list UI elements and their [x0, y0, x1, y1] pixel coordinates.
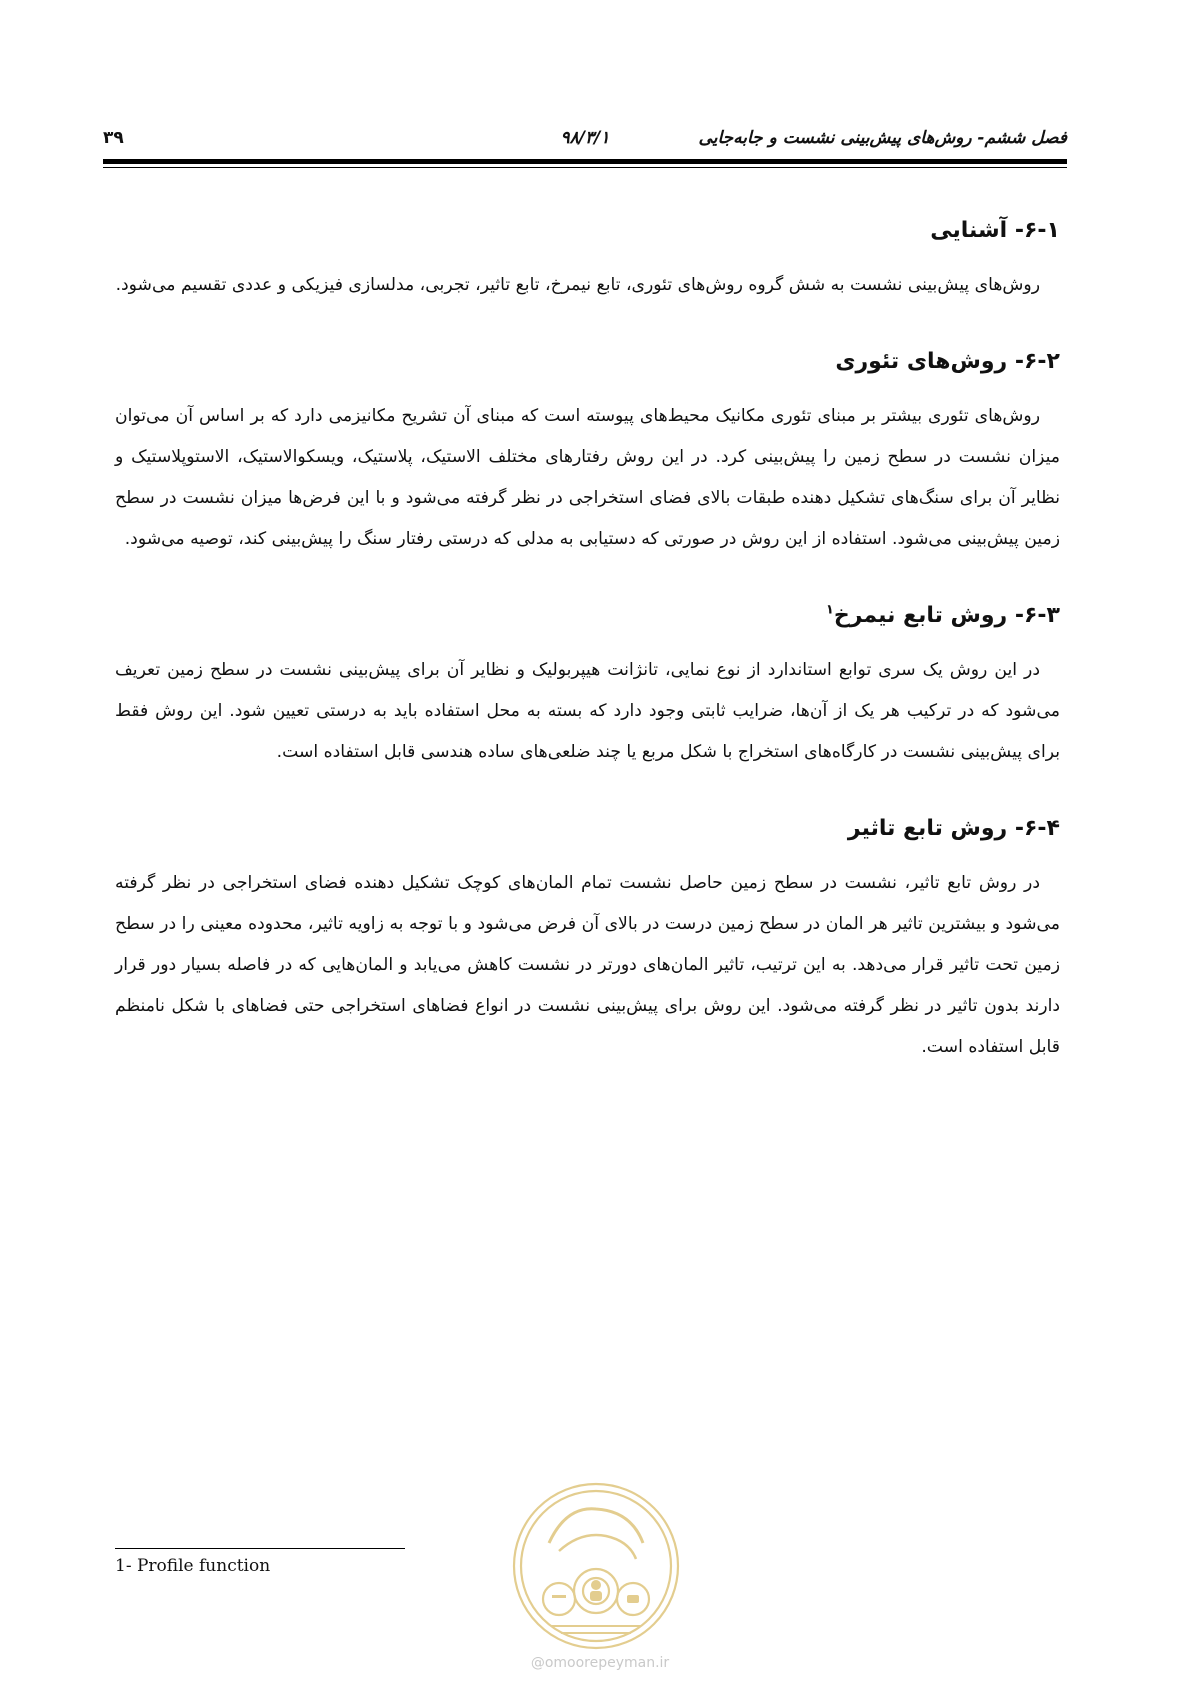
header-date: ۹۸/۳/۱: [560, 128, 610, 148]
page-header: [103, 128, 1067, 154]
section-heading-text: ۶-۳- روش تابع نیمرخ: [833, 603, 1060, 628]
chapter-title: فصل ششم- روش‌های پیش‌بینی نشست و جابه‌جایی: [698, 128, 1067, 148]
watermark-url: @omoorepeyman.ir: [530, 1655, 670, 1671]
footnote-text: 1- Profile function: [115, 1556, 271, 1576]
section-heading: ۶-۲- روش‌های تئوری: [835, 349, 1060, 374]
header-rule-thin: [103, 167, 1067, 168]
section-paragraph: روش‌های تئوری بیشتر بر مبنای تئوری مکانیک محیط‌های پیوسته است که مبنای آن تشریح مکانیزمی دارد که بر اساس آن می‌توان میزان نشست در سطح زمین را پیش‌بینی کرد. در این روش رفتارهای مختلف الاستیک، پلاستیک، ویسکوالاستیک، الاستوپلاستیک و نظایر آن برای سنگ‌های تشکیل دهنده طبقات بالای فضای استخراجی در نظر گرفته می‌شود و با این فرض‌ها میزان نشست در سطح زمین پیش‌بینی می‌شود. استفاده از این روش در صورتی که دستیابی به مدلی که درستی رفتار سنگ را پیش‌بینی کند، توصیه می‌شود.: [115, 406, 1060, 549]
section-paragraph: روش‌های پیش‌بینی نشست به شش گروه روش‌های تئوری، تابع نیمرخ، تابع تاثیر، تجربی، مدلسازی فیزیکی و عددی تقسیم می‌شود.: [115, 275, 1040, 295]
section-heading-with-footnote: [115, 590, 1060, 642]
section-heading: ۶-۴- روش تابع تاثیر: [847, 816, 1060, 841]
footnote-rule: [115, 1548, 405, 1549]
section-paragraph: در این روش یک سری توابع استاندارد از نوع نمایی، تانژانت هیپربولیک و نظایر آن برای پیش‌بینی نشست در سطح زمین تعریف می‌شود که در ترکیب هر یک از آن‌ها، ضرایب ثابتی وجود دارد که بسته به محل استفاده باید به درستی تعیین شود. این روش فقط برای پیش‌بینی نشست در کارگاه‌های استخراج با شکل مربع یا چند ضلعی‌های ساده هندسی قابل استفاده است.: [115, 660, 1060, 762]
section-paragraph: در روش تابع تاثیر، نشست در سطح زمین حاصل نشست تمام المان‌های کوچک تشکیل دهنده فضای استخراجی در نظر گرفته می‌شود و بیشترین تاثیر هر المان در سطح زمین درست در بالای آن فرض می‌شود و با توجه به زاویه تاثیر، محدوده معینی را در سطح زمین تحت تاثیر قرار می‌دهد. به این ترتیب، تاثیر المان‌های دورتر در نشست کاهش می‌یابد و المان‌هایی که در فاصله بسیار دور قرار دارند بدون تاثیر در نظر گرفته می‌شود. این روش برای پیش‌بینی نشست در انواع فضاهای استخراجی حتی فضاهای با شکل نامنظم قابل استفاده است.: [115, 873, 1060, 1057]
header-rule-thick: [103, 159, 1067, 164]
section-heading: ۶-۱- آشنایی: [930, 218, 1060, 243]
watermark-seal-icon: [511, 1481, 681, 1651]
footnote-mark[interactable]: ۱: [825, 602, 834, 618]
page-body: [115, 205, 1060, 1098]
page-number: ۳۹: [103, 128, 124, 148]
